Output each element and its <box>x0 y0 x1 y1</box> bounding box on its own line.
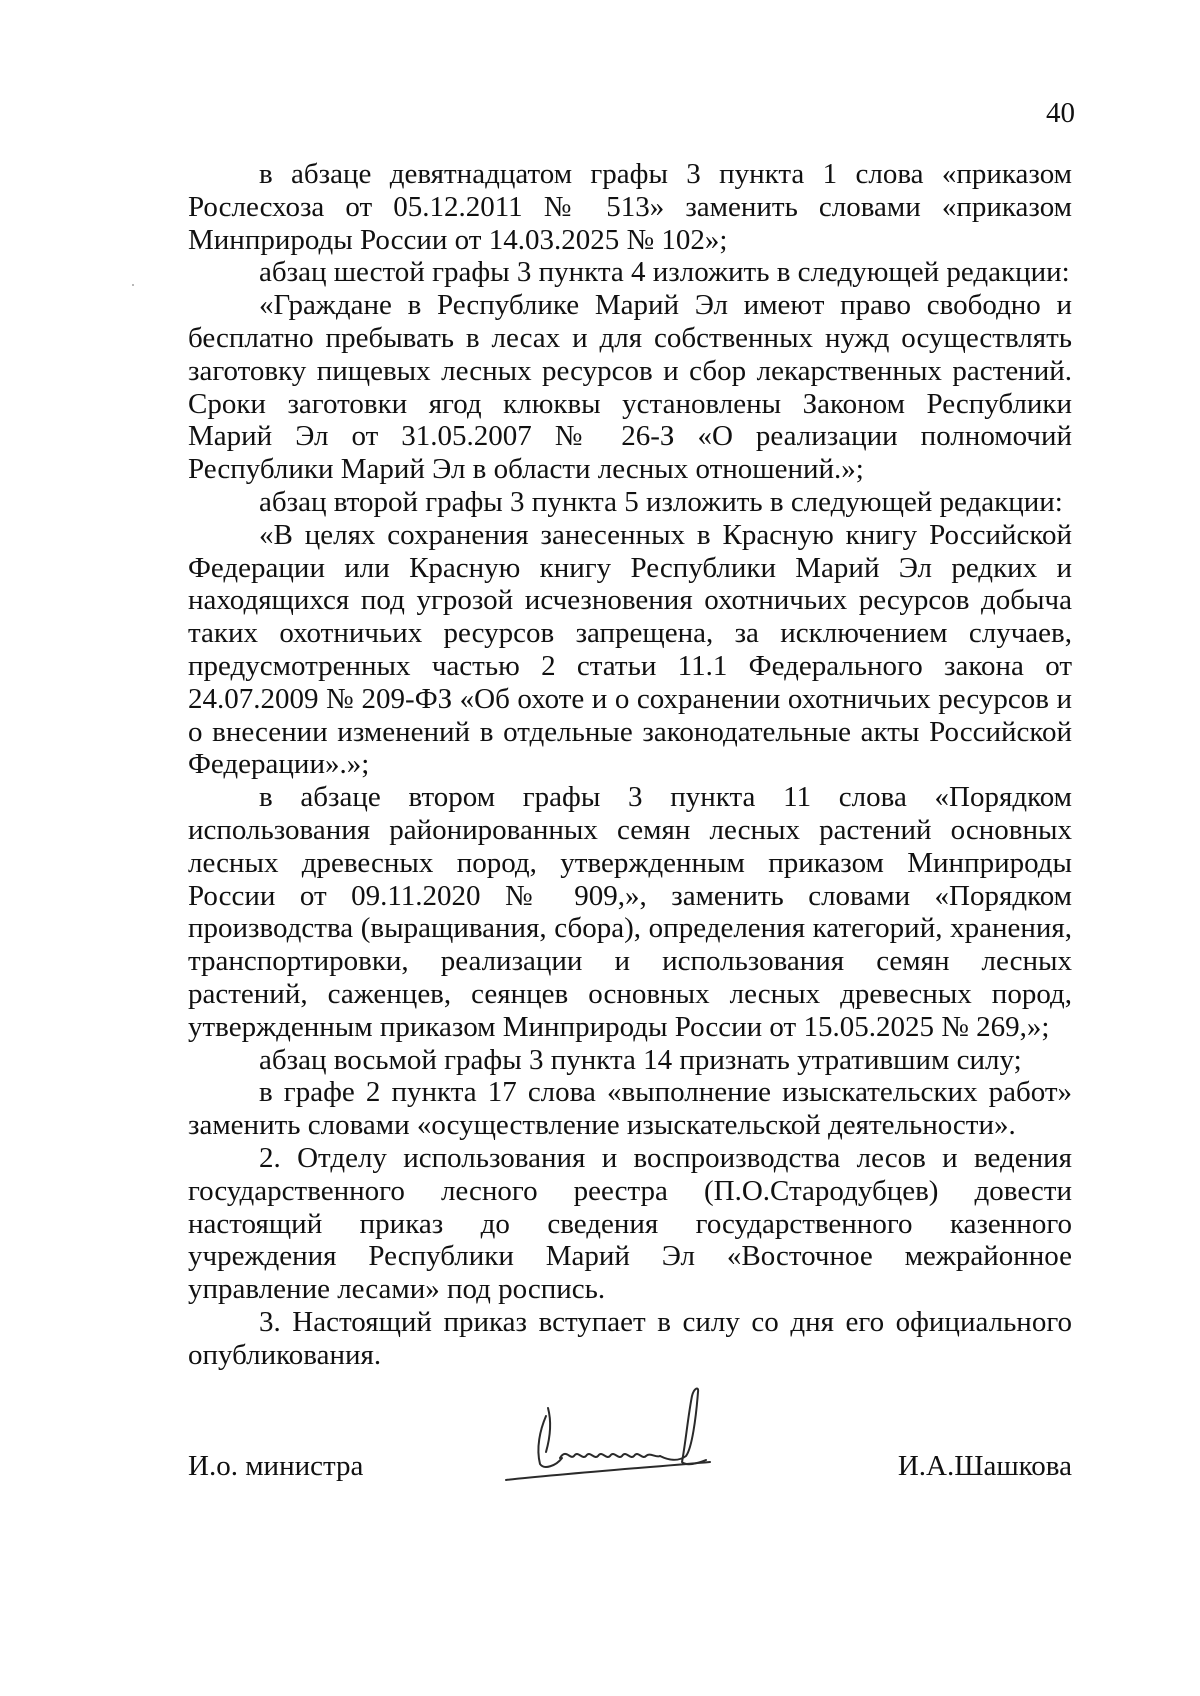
page-number: 40 <box>1046 97 1075 129</box>
paragraph: 3. Настоящий приказ вступает в силу со дня его официального опубликования. <box>188 1305 1072 1371</box>
scan-artifact <box>132 284 134 286</box>
paragraph: абзац восьмой графы 3 пункта 14 признать утратившим силу; <box>259 1043 1022 1076</box>
signatory-name: И.А.Шашкова <box>897 1450 1072 1482</box>
paragraph: в абзаце втором графы 3 пункта 11 слова «Порядком использования районированных семян лесных растений основных лесных древесных пород, утвержденным приказом Минприроды России от 09.11.2020 № 909,», заменить словами «Порядком производства (выращивания, сбора), определения категорий, хранения, транспортировки, реализации и использования семян лесных растений, саженцев, сеянцев основных лесных древесных пород, утвержденным приказом Минприроды России от 15.05.2025 № 269,»; <box>188 781 1072 1043</box>
paragraph: 2. Отделу использования и воспроизводства лесов и ведения государственного лесного реестра (П.О.Стародубцев) довести настоящий приказ до сведения государственного казенного учреждения Республики Марий Эл «Восточное межрайонное управление лесами» под роспись. <box>188 1141 1072 1306</box>
paragraph: «Граждане в Республике Марий Эл имеют право свободно и бесплатно пребывать в лесах и для собственных нужд осуществлять заготовку пищевых лесных ресурсов и сбор лекарственных растений. Сроки заготовки ягод клюквы установлены Законом Республики Марий Эл от 31.05.2007 № 26-З «О реализации полномочий Республики Марий Эл в области лесных отношений.»; <box>188 289 1072 486</box>
signature-block <box>188 1446 1072 1486</box>
signatory-position: И.о. министра <box>188 1450 364 1482</box>
document-body <box>188 158 1072 1371</box>
paragraph: в абзаце девятнадцатом графы 3 пункта 1 слова «приказом Рослесхоза от 05.12.2011 № 513» заменить словами «приказом Минприроды России от 14.03.2025 № 102»; <box>188 158 1072 256</box>
paragraph: «В целях сохранения занесенных в Красную книгу Российской Федерации или Красную книгу Республики Марий Эл редких и находящихся под угрозой исчезновения охотничьих ресурсов добыча таких охотничьих ресурсов запрещена, за исключением случаев, предусмотренных частью 2 статьи 11.1 Федерального закона от 24.07.2009 № 209-ФЗ «Об охоте и о сохранении охотничьих ресурсов и о внесении изменений в отдельные законодательные акты Российской Федерации».»; <box>188 518 1072 781</box>
paragraph: в графе 2 пункта 17 слова «выполнение изыскательских работ» заменить словами «осуществление изыскательской деятельности». <box>188 1076 1072 1142</box>
paragraph: абзац шестой графы 3 пункта 4 изложить в следующей редакции: <box>259 256 1070 289</box>
paragraph: абзац второй графы 3 пункта 5 изложить в следующей редакции: <box>259 485 1063 518</box>
